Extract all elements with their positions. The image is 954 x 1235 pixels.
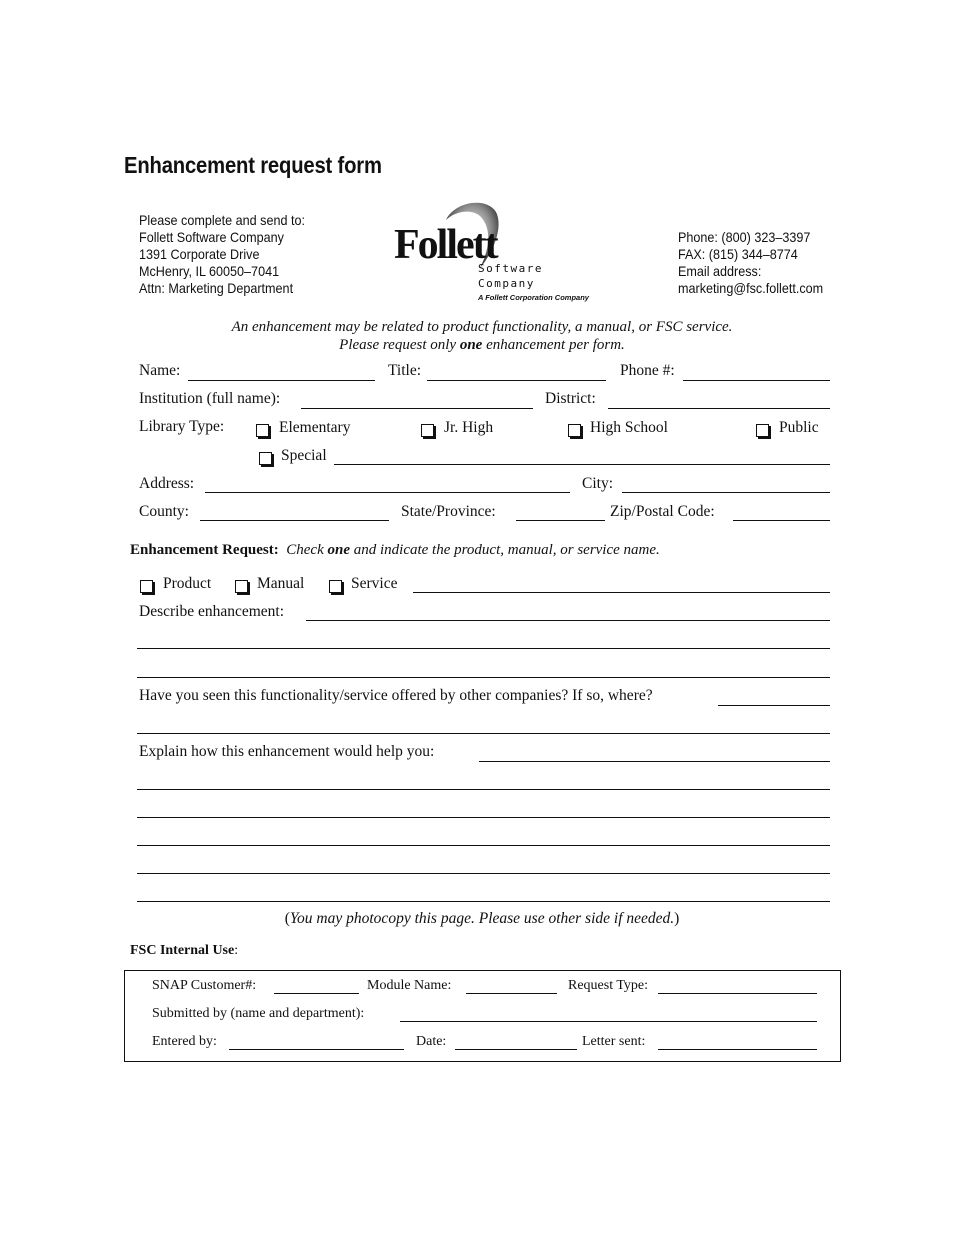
product-checkbox[interactable] — [140, 580, 153, 593]
letter-sent-label: Letter sent: — [582, 1034, 646, 1049]
describe-label: Describe enhancement: — [139, 603, 285, 620]
zip-label: Zip/Postal Code: — [610, 503, 715, 520]
intro-text — [0, 318, 954, 354]
logo-software: Software — [478, 262, 543, 275]
seen-field-line[interactable] — [137, 733, 830, 734]
county-label: County: — [139, 503, 189, 520]
enhancement-instruction-bold: one — [327, 542, 350, 558]
explain-field-line[interactable] — [137, 901, 830, 902]
note-close-paren: ) — [674, 910, 680, 927]
enhancement-instruction-post: and indicate the product, manual, or service name. — [349, 542, 660, 558]
seen-field[interactable] — [718, 705, 830, 706]
date-field[interactable] — [455, 1049, 577, 1050]
note-open-paren: ( — [284, 910, 290, 927]
title-label: Title: — [388, 362, 422, 379]
institution-label: Institution (full name): — [139, 390, 281, 407]
city-label: City: — [582, 475, 614, 492]
request-type-label: Request Type: — [568, 978, 649, 993]
name-field[interactable] — [188, 380, 375, 381]
jr-high-label: Jr. High — [444, 419, 494, 436]
manual-checkbox[interactable] — [235, 580, 248, 593]
note-text: You may photocopy this page. Please use other side if needed. — [289, 910, 675, 927]
send-to-line: Follett Software Company — [139, 229, 284, 245]
module-name-label: Module Name: — [367, 978, 452, 993]
public-checkbox[interactable] — [756, 424, 769, 437]
entered-by-field[interactable] — [229, 1049, 404, 1050]
public-label: Public — [779, 419, 819, 436]
intro-line-2 — [0, 336, 954, 354]
special-label: Special — [281, 447, 327, 464]
logo-tagline: A Follett Corporation Company — [478, 293, 589, 302]
snap-customer-label: SNAP Customer#: — [152, 978, 257, 993]
send-to-line: Please complete and send to: — [139, 212, 306, 228]
high-school-checkbox[interactable] — [568, 424, 581, 437]
logo-name: Follett — [394, 222, 497, 268]
title-field[interactable] — [427, 380, 606, 381]
describe-field-line[interactable] — [137, 677, 830, 678]
snap-customer-field[interactable] — [274, 993, 359, 994]
institution-field[interactable] — [301, 408, 533, 409]
page-title: Enhancement request form — [124, 152, 382, 178]
date-label: Date: — [416, 1034, 447, 1049]
email-address[interactable]: marketing@fsc.follett.com — [678, 280, 824, 296]
service-label: Service — [351, 575, 398, 592]
phone-label: Phone #: — [620, 362, 675, 379]
explain-field[interactable] — [479, 761, 830, 762]
explain-field-line[interactable] — [137, 873, 830, 874]
service-checkbox[interactable] — [329, 580, 342, 593]
submitted-by-label: Submitted by (name and department): — [152, 1006, 365, 1021]
explain-label: Explain how this enhancement would help you: — [139, 743, 435, 760]
describe-field-line[interactable] — [137, 648, 830, 649]
special-field[interactable] — [334, 464, 830, 465]
fax-number: FAX: (815) 344–8774 — [678, 246, 798, 262]
intro-line-1: An enhancement may be related to product functionality, a manual, or FSC service. — [231, 319, 733, 335]
jr-high-checkbox[interactable] — [421, 424, 434, 437]
address-field[interactable] — [205, 492, 570, 493]
elementary-checkbox[interactable] — [256, 424, 269, 437]
send-to-address — [139, 212, 305, 297]
enhancement-instruction-pre: Check — [286, 542, 328, 558]
product-label: Product — [163, 575, 212, 592]
internal-use-heading: FSC Internal Use — [130, 943, 235, 958]
send-to-line: 1391 Corporate Drive — [139, 246, 260, 262]
internal-use-colon: : — [234, 943, 239, 958]
library-type-label: Library Type: — [139, 418, 225, 435]
manual-label: Manual — [257, 575, 305, 592]
phone-number: Phone: (800) 323–3397 — [678, 229, 811, 245]
city-field[interactable] — [622, 492, 830, 493]
special-checkbox[interactable] — [259, 452, 272, 465]
contact-info — [678, 229, 823, 297]
intro-line-2-pre: Please request only — [339, 337, 460, 353]
explain-field-line[interactable] — [137, 845, 830, 846]
state-label: State/Province: — [401, 503, 496, 520]
module-name-field[interactable] — [466, 993, 557, 994]
send-to-line: McHenry, IL 60050–7041 — [139, 263, 280, 279]
name-label: Name: — [139, 362, 181, 379]
entered-by-label: Entered by: — [152, 1034, 217, 1049]
request-type-field[interactable] — [658, 993, 817, 994]
address-label: Address: — [139, 475, 195, 492]
internal-use-heading-row — [130, 943, 238, 959]
enhancement-instruction — [286, 542, 660, 558]
district-label: District: — [545, 390, 596, 407]
submitted-by-field[interactable] — [400, 1021, 817, 1022]
phone-field[interactable] — [683, 380, 830, 381]
explain-field-line[interactable] — [137, 789, 830, 790]
intro-line-2-bold: one — [459, 337, 483, 353]
describe-field[interactable] — [306, 620, 830, 621]
email-label: Email address: — [678, 263, 762, 279]
enhancement-heading-row — [130, 542, 660, 559]
zip-field[interactable] — [733, 520, 830, 521]
send-to-line: Attn: Marketing Department — [139, 280, 294, 296]
intro-line-2-post: enhancement per form. — [482, 337, 625, 353]
enhancement-heading: Enhancement Request: — [130, 542, 279, 558]
product-name-field[interactable] — [413, 592, 830, 593]
follett-logo — [388, 198, 598, 308]
county-field[interactable] — [200, 520, 389, 521]
high-school-label: High School — [590, 419, 668, 436]
district-field[interactable] — [608, 408, 830, 409]
letter-sent-field[interactable] — [658, 1049, 817, 1050]
explain-field-line[interactable] — [137, 817, 830, 818]
seen-label: Have you seen this functionality/service offered by other companies? If so, where? — [139, 687, 653, 704]
photocopy-note — [0, 910, 954, 928]
elementary-label: Elementary — [279, 419, 351, 436]
logo-company: Company — [478, 277, 535, 290]
state-field[interactable] — [516, 520, 605, 521]
